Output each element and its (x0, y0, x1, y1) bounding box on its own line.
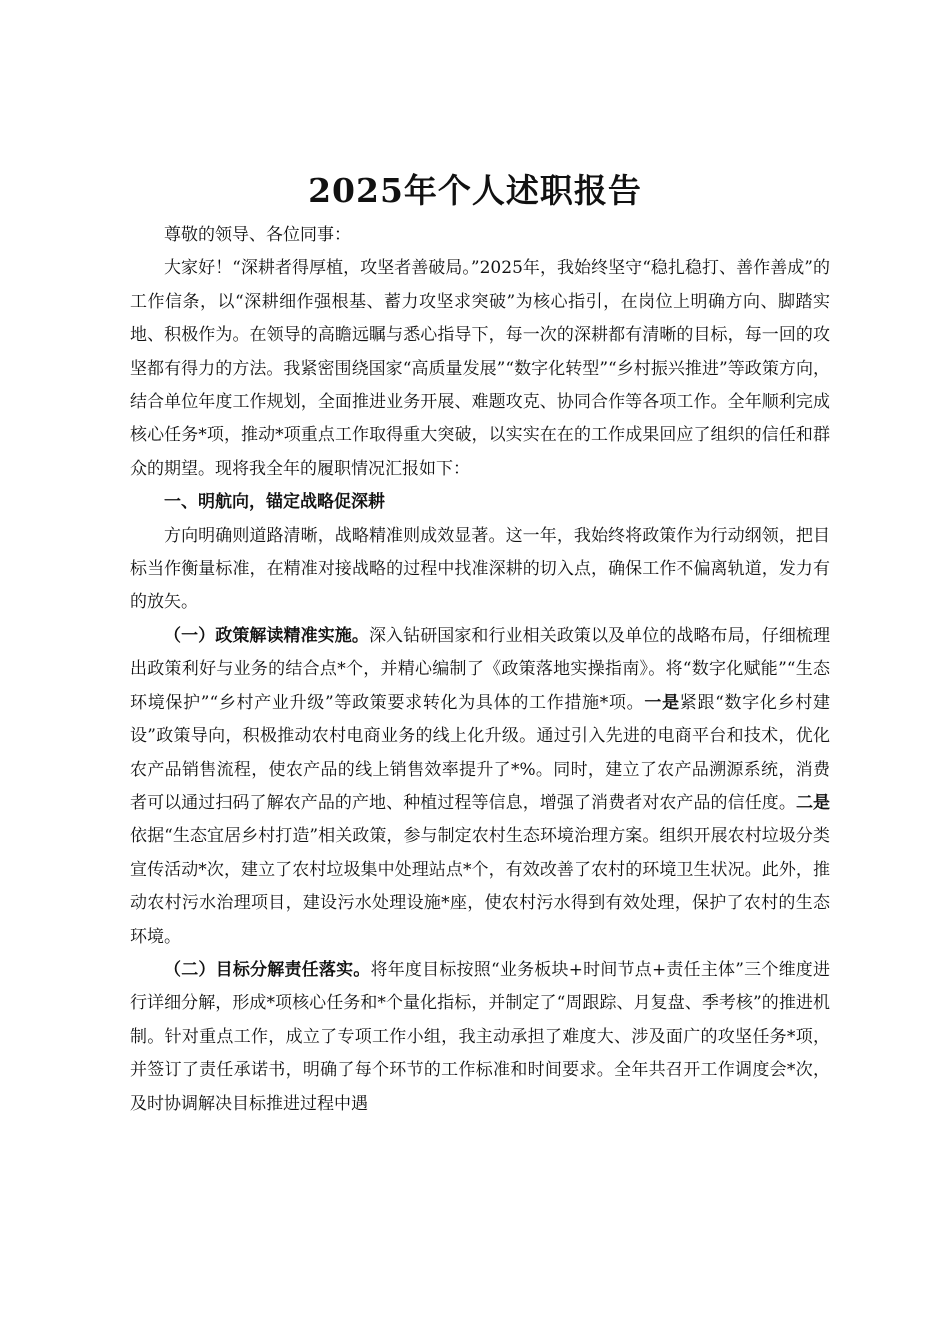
item1-text-b: 紧跟“数字化乡村建设”政策导向，积极推动农村电商业务的线上化升级。通过引入先进的电商平台和技术，优化农产品销售流程，使农产品的线上销售效率提升了*%。同时，建立了农产品溯源系统，消费者可以通过扫码了解农产品的产地、种植过程等信息，增强了消费者对农产品的信任度。 (130, 692, 831, 813)
item1-paragraph (130, 620, 830, 954)
item2-paragraph (130, 954, 830, 1121)
item2-lead: （二）目标分解责任落实。 (164, 959, 371, 980)
item1-point2-label: 二是 (795, 792, 831, 813)
item1-text-c: 依据“生态宜居乡村打造”相关政策，参与制定农村生态环境治理方案。组织开展农村垃圾分类宣传活动*次，建立了农村垃圾集中处理站点*个，有效改善了农村的环境卫生状况。此外，推动农村污水治理项目，建设污水处理设施*座，使农村污水得到有效处理，保护了农村的生态环境。 (130, 826, 830, 947)
section1-intro-paragraph: 方向明确则道路清晰，战略精准则成效显著。这一年，我始终将政策作为行动纲领，把目标当作衡量标准，在精准对接战略的过程中找准深耕的切入点，确保工作不偏离轨道，发力有的放矢。 (130, 525, 830, 613)
item1-point1-label: 一是 (644, 692, 680, 713)
item2-text: 将年度目标按照“业务板块+时间节点+责任主体”三个维度进行详细分解，形成*项核心任务和*个量化指标，并制定了“周跟踪、月复盘、季考核”的推进机制。针对重点工作，成立了专项工作小组，我主动承担了难度大、涉及面广的攻坚任务*项，并签订了责任承诺书，明确了每个环节的工作标准和时间要求。全年共召开工作调度会*次，及时协调解决目标推进过程中遇 (130, 959, 830, 1114)
greeting-paragraph: 尊敬的领导、各位同事： (164, 225, 351, 245)
section-heading-1: 一、明航向，锚定战略促深耕 (164, 492, 385, 513)
document-title: 2025年个人述职报告 (308, 171, 642, 210)
item1-lead: （一）政策解读精准实施。 (164, 625, 369, 646)
item1-text-a: 深入钻研国家和行业相关政策以及单位的战略布局，仔细梳理出政策利好与业务的结合点*个，并精心编制了《政策落地实操指南》。将“数字化赋能”“生态环境保护”“乡村产业升级”等政策要求转化为具体的工作措施*项。 (130, 625, 831, 713)
intro-paragraph: 大家好！“深耕者得厚植，攻坚者善破局。”2025年，我始终坚守“稳扎稳打、善作善成”的工作信条，以“深耕细作强根基、蓄力攻坚求突破”为核心指引，在岗位上明确方向、脚踏实地、积极作为。在领导的高瞻远瞩与悉心指导下，每一次的深耕都有清晰的目标，每一回的攻坚都有得力的方法。我紧密围绕国家“高质量发展”“数字化转型”“乡村振兴推进”等政策方向，结合单位年度工作规划，全面推进业务开展、难题攻克、协同合作等各项工作。全年顺利完成核心任务*项，推动*项重点工作取得重大突破，以实实在在的工作成果回应了组织的信任和群众的期望。现将我全年的履职情况汇报如下： (130, 258, 830, 479)
document-body (130, 219, 830, 1121)
